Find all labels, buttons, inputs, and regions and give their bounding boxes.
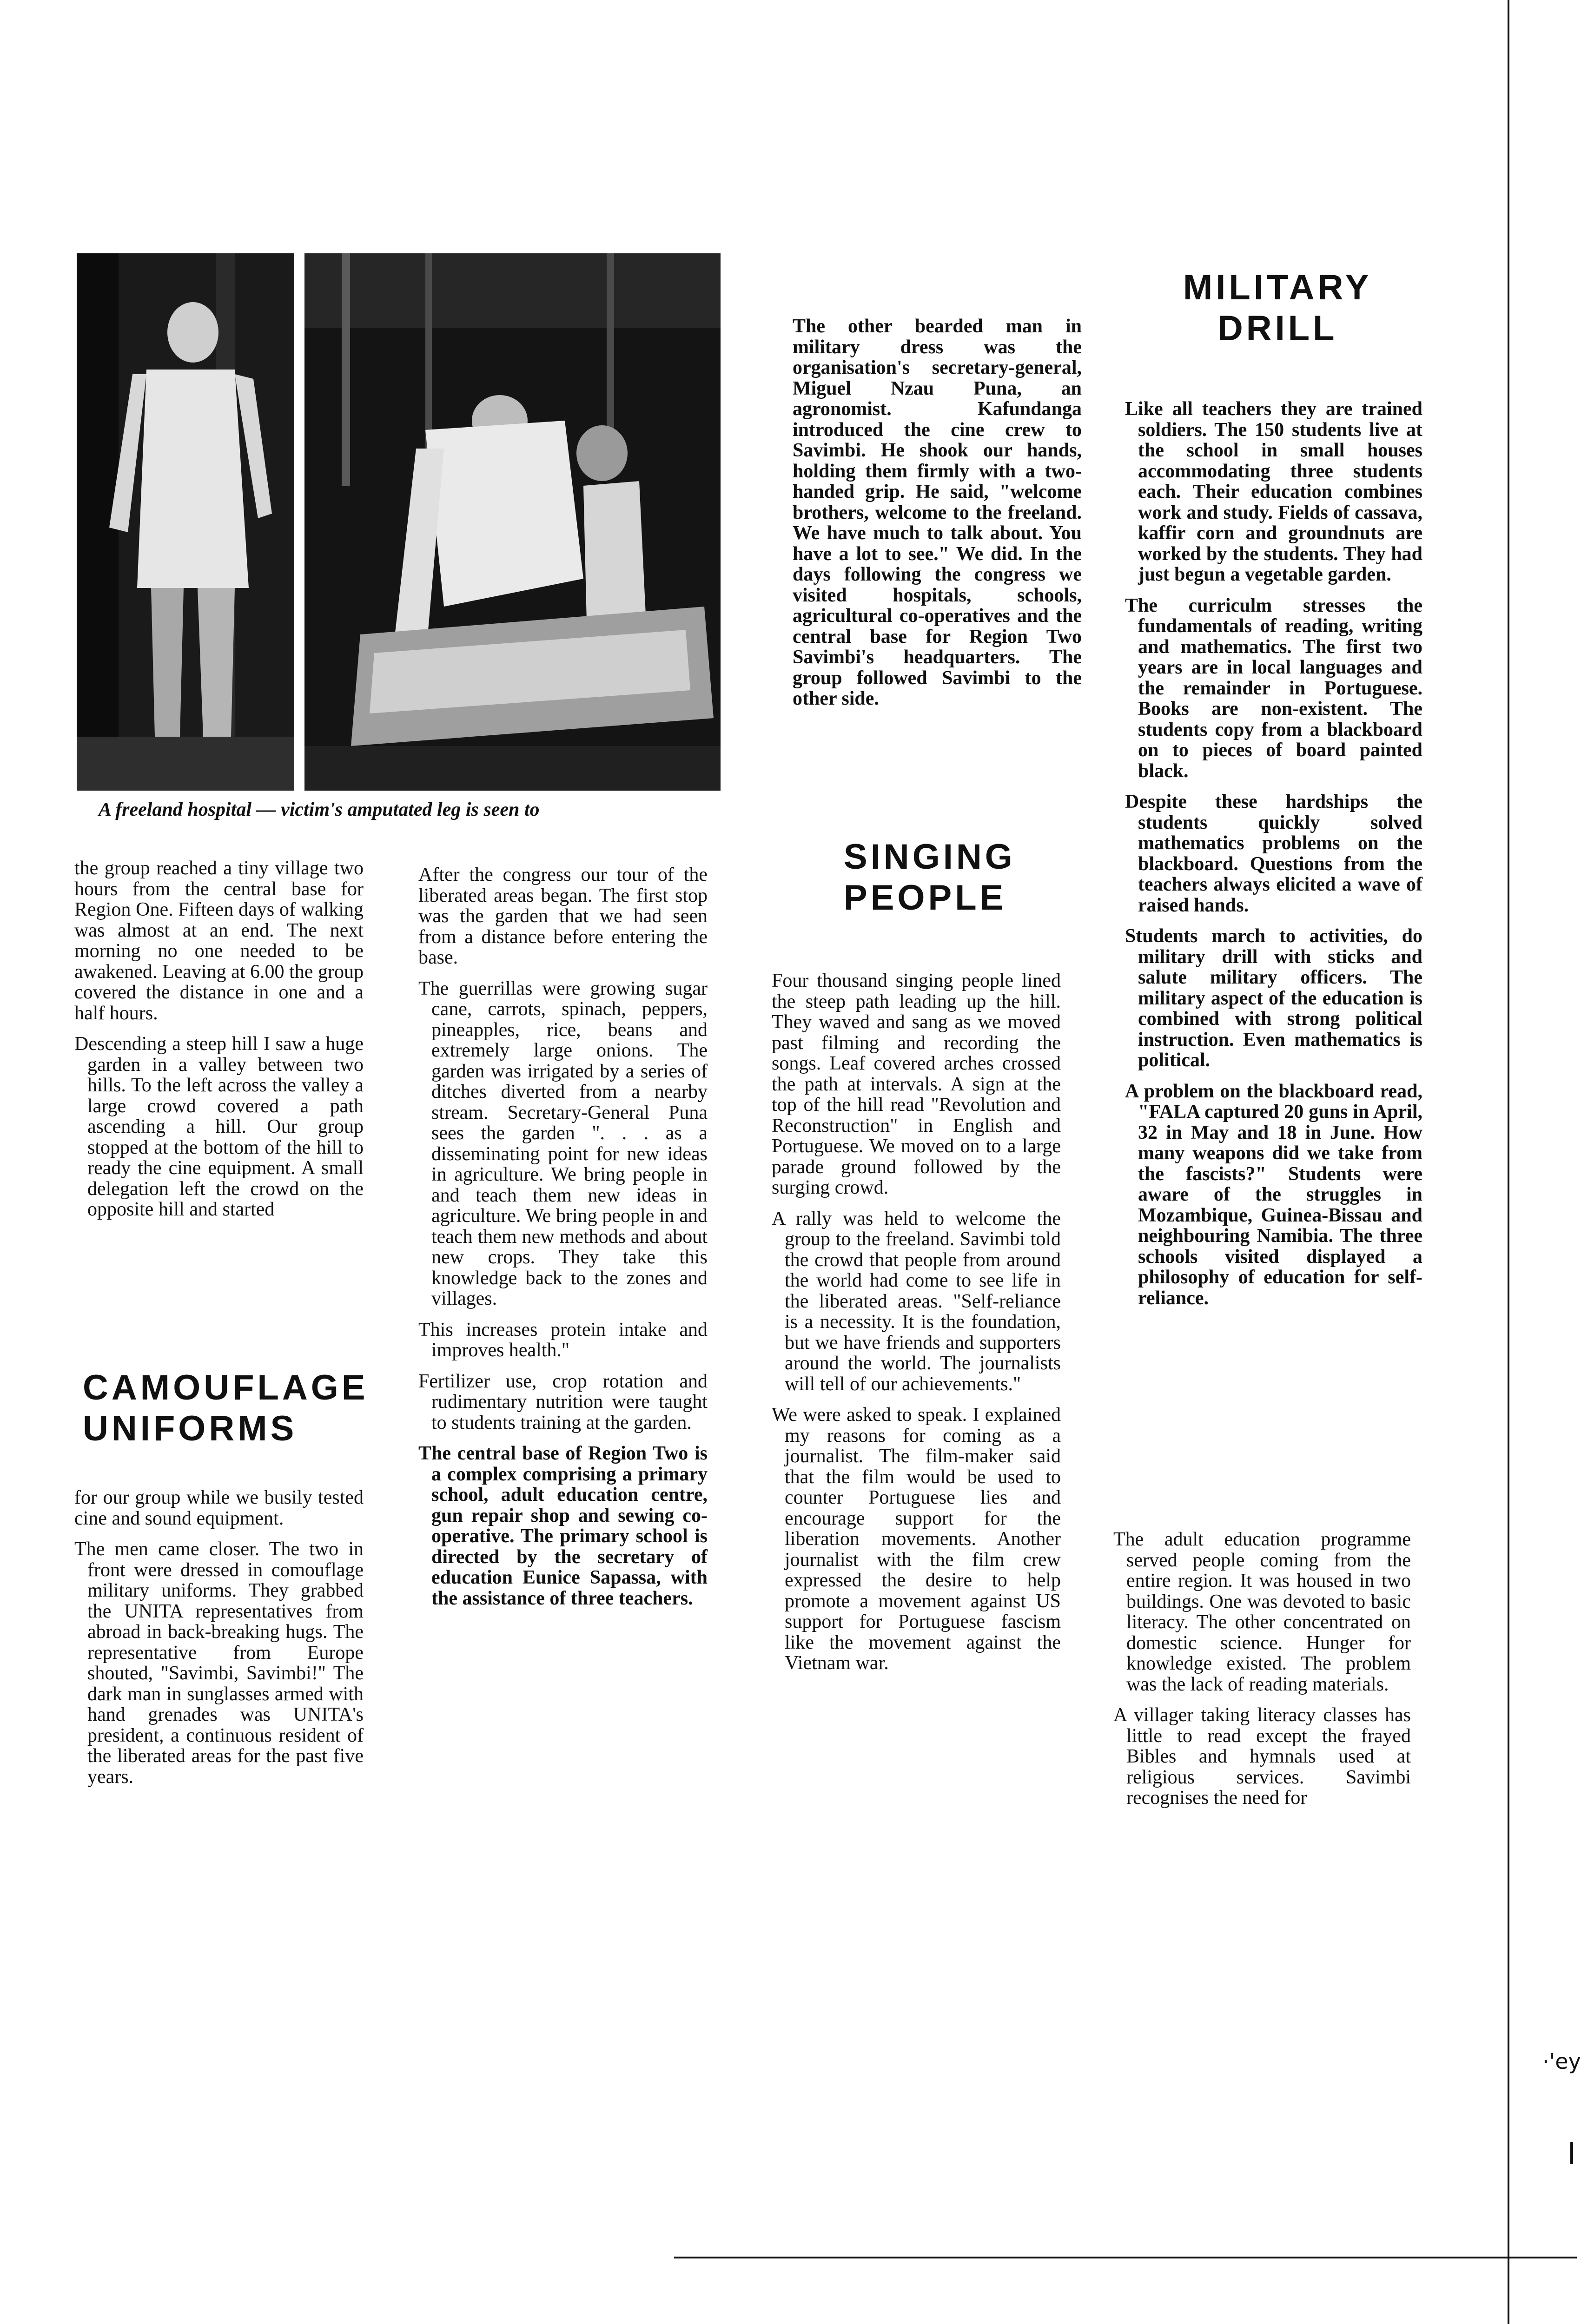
hospital-photo-left xyxy=(77,253,294,791)
paragraph: Students march to activities, do military drill with sticks and salute military officers. The military aspect of the education is combined with strong political instruction. Even mathematics is political. xyxy=(1125,925,1422,1071)
paragraph: A villager taking literacy classes has little to read except the frayed Bibles and hymnals used at religious services. Savimbi recognises the need for xyxy=(1113,1704,1411,1809)
paragraph: Like all teachers they are trained soldiers. The 150 students live at the school in small houses accommodating three students each. Their education combines work and study. Fields of cassava, kaffir corn and groundnuts are worked by the students. They had just begun a vegetable garden. xyxy=(1125,398,1422,585)
paragraph: The men came closer. The two in front were dressed in comouflage military uniforms. They grabbed the UNITA representatives from abroad in back-breaking hugs. The representative from Europe shouted, "Savimbi, Savimbi!" The dark man in sunglasses armed with hand grenades was UNITA's president, a continuous resident of the liberated areas for the past five years. xyxy=(74,1538,364,1788)
column-4-top xyxy=(1125,399,1422,1319)
paragraph: This increases protein intake and improves health." xyxy=(418,1319,708,1361)
column-4-bottom xyxy=(1113,1529,1411,1819)
margin-tick xyxy=(1570,2142,1573,2164)
margin-mark: ·'ey xyxy=(1542,2049,1581,2074)
paragraph: The guerrillas were growing sugar cane, carrots, spinach, peppers, pineapples, rice, beans and extremely large onions. The garden was irrigated by a series of ditches diverted from a nearby stream. Secretary-General Puna sees the garden ". . . as a disseminating point for new ideas in agriculture. We bring people in and teach them new ideas in agriculture. We bring people in and teach them new methods and about new crops. They take this knowledge back to the zones and villages. xyxy=(418,977,708,1309)
column-1-top xyxy=(74,858,364,1230)
paragraph: Descending a steep hill I saw a huge garden in a valley between two hills. To the left across the valley a large crowd covered a path ascending a hill. Our group stopped at the bottom of the hill to ready the cine equipment. A small delegation left the crowd on the opposite hill and started xyxy=(74,1033,364,1220)
heading-singing-people xyxy=(844,837,1016,918)
paragraph: Fertilizer use, crop rotation and rudimentary nutrition were taught to students training at the garden. xyxy=(418,1370,708,1433)
column-3-bottom xyxy=(772,971,1061,1684)
heading-line: SINGING xyxy=(844,837,1016,877)
paragraph: the group reached a tiny village two hours from the central base for Region One. Fifteen days of walking was almost at an end. The next morning no one needed to be awakened. Leaving at 6.00 the group covered the distance in one and a half hours. xyxy=(74,858,364,1024)
heading-line: PEOPLE xyxy=(844,878,1007,918)
paragraph: Four thousand singing people lined the steep path leading up the hill. They waved and sang as we moved past filming and recording the songs. Leaf covered arches crossed the path at intervals. A sign at the top of the hill read "Revolution and Reconstruction" in English and Portuguese. We moved on to a large parade ground followed by the surging crowd. xyxy=(772,970,1061,1198)
heading-line: DRILL xyxy=(1217,309,1338,348)
paragraph: A rally was held to welcome the group to the freeland. Savimbi told the crowd that people from around the world had come to see life in the liberated areas. "Self-reliance is a necessity. It is the foundation, but we have friends and supporters around the world. The journalists will tell of our achievements." xyxy=(772,1208,1061,1395)
column-2 xyxy=(418,865,708,1619)
bottom-rule xyxy=(674,2257,1577,2258)
heading-line: CAMOUFLAGE xyxy=(83,1368,369,1407)
paragraph: Despite these hardships the students quickly solved mathematics problems on the blackboard. Questions from the teachers always elicited a wave of raised hands. xyxy=(1125,791,1422,916)
hospital-photo-right xyxy=(304,253,721,791)
heading-camouflage-uniforms xyxy=(83,1367,369,1449)
paragraph: We were asked to speak. I explained my reasons for coming as a journalist. The film-maker said that the film would be used to counter Portuguese lies and encourage support for the liberation movements. Another journalist with the film crew expressed the desire to help promote a movement against US support for Portuguese fascism like the movement against the Vietnam war. xyxy=(772,1404,1061,1674)
paragraph: The other bearded man in military dress was the organisation's secretary-general, Miguel Nzau Puna, an agronomist. Kafundanga introduced the cine crew to Savimbi. He shook our hands, holding them firmly with a two-handed grip. He said, "welcome brothers, welcome to the freeland. We have much to talk about. You have a lot to see." We did. In the days following the congress we visited hospitals, schools, agricultural co-operatives and the central base for Region Two Savimbi's headquarters. The group followed Savimbi to the other side. xyxy=(793,316,1082,709)
paragraph-bold: The central base of Region Two is a complex comprising a primary school, adult education centre, gun repair shop and sewing co-operative. The primary school is directed by the secretary of education Eunice Sapassa, with the assistance of three teachers. xyxy=(418,1443,708,1609)
column-1-bottom xyxy=(74,1487,364,1797)
paragraph: for our group while we busily tested cine and sound equipment. xyxy=(74,1487,364,1529)
paragraph: The adult education programme served people coming from the entire region. It was housed in two buildings. One was devoted to basic literacy. The other concentrated on domestic science. Hunger for knowledge existed. The problem was the lack of reading materials. xyxy=(1113,1529,1411,1695)
right-margin-rule xyxy=(1508,0,1509,2324)
paragraph: The curriculm stresses the fundamentals of reading, writing and mathematics. The first two years are in local languages and the remainder in Portuguese. Books are non-existent. The students copy from a blackboard on to pieces of board painted black. xyxy=(1125,594,1422,782)
heading-line: MILITARY xyxy=(1183,268,1372,307)
heading-military-drill xyxy=(1183,267,1372,349)
column-3-top xyxy=(793,316,1082,720)
paragraph: After the congress our tour of the liberated areas began. The first stop was the garden that we had seen from a distance before entering the base. xyxy=(418,864,708,968)
heading-line: UNIFORMS xyxy=(83,1409,298,1448)
paragraph: A problem on the blackboard read, "FALA captured 20 guns in April, 32 in May and 18 in June. How many weapons did we take from the fascists?" Students were aware of the struggles in Mozambique, Guinea-Bissau and neighbouring Namibia. The three schools visited displayed a philosophy of education for self-reliance. xyxy=(1125,1080,1422,1309)
photo-caption: A freeland hospital — victim's amputated leg is seen to xyxy=(99,799,540,820)
